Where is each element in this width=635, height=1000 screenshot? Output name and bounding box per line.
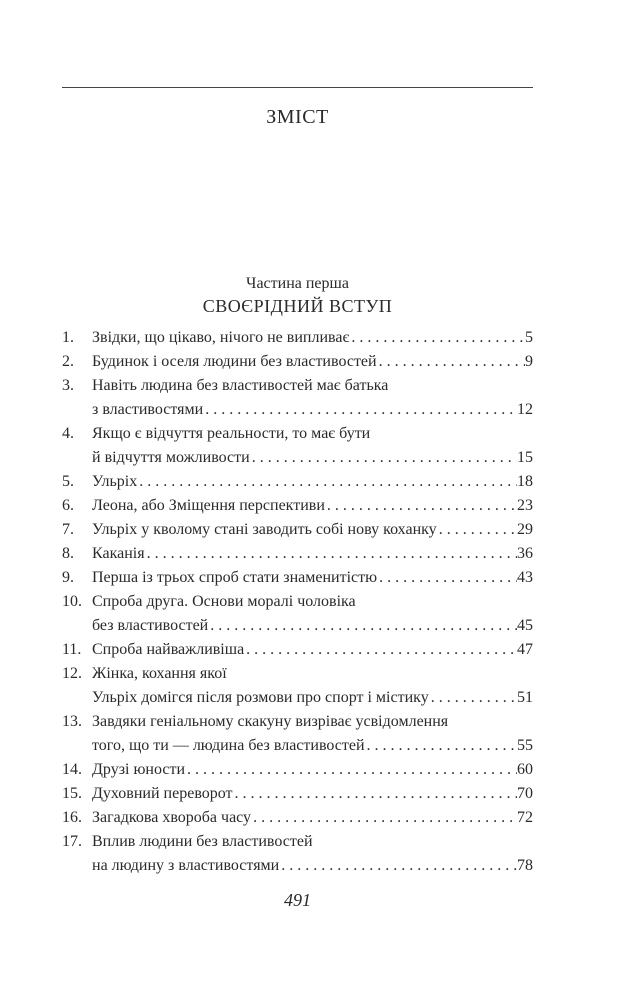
toc-entry[interactable]	[62, 638, 533, 662]
entry-title: Ульріх	[92, 473, 138, 490]
entry-number: 12.	[62, 665, 82, 682]
entry-title: Друзі юности	[92, 761, 186, 778]
dot-leader	[251, 806, 517, 830]
dot-leader	[365, 734, 517, 758]
entry-number: 17.	[62, 833, 82, 850]
toc-entry[interactable]	[62, 590, 533, 638]
entry-title: Спроба найважливіша	[92, 641, 245, 658]
dot-leader	[145, 542, 517, 566]
entry-title: Леона, або Зміщення перспективи	[92, 497, 325, 514]
dot-leader	[429, 686, 517, 710]
entry-number: 10.	[62, 593, 82, 610]
page-title: ЗМІСТ	[266, 106, 329, 128]
entry-number: 1.	[62, 329, 74, 346]
entry-number: 6.	[62, 497, 74, 514]
entry-page: 15	[517, 449, 533, 466]
entry-page: 45	[517, 617, 533, 634]
entry-page: 51	[517, 689, 533, 706]
entry-number: 15.	[62, 785, 82, 802]
entry-title: Загадкова хвороба часу	[92, 809, 252, 826]
entry-number: 3.	[62, 377, 74, 394]
toc-entry[interactable]	[62, 326, 533, 350]
entry-title: Вплив людини без властивостей	[92, 833, 313, 850]
entry-number: 14.	[62, 761, 82, 778]
part-name: СВОЄРІДНИЙ ВСТУП	[202, 296, 393, 316]
entry-title: Навіть людина без властивостей має батька	[92, 377, 389, 394]
entry-number: 13.	[62, 713, 82, 730]
entry-number: 4.	[62, 425, 74, 442]
entry-number: 11.	[62, 641, 82, 658]
entry-title: того, що ти — людина без властивостей	[92, 737, 365, 754]
entry-page: 18	[517, 473, 533, 490]
entry-page: 78	[517, 857, 533, 874]
entry-title: Завдяки геніальному скакуну визріває усвідомлення	[92, 713, 449, 730]
entry-title: Звідки, що цікаво, нічого не випливає	[92, 329, 350, 346]
toc-entry[interactable]	[62, 806, 533, 830]
entry-title: на людину з властивостями	[92, 857, 280, 874]
toc-entry[interactable]	[62, 758, 533, 782]
entry-title: й відчуття можливости	[92, 449, 250, 466]
dot-leader	[279, 854, 517, 878]
page-number: 491	[284, 890, 311, 910]
toc-entry[interactable]	[62, 662, 533, 710]
toc-entry[interactable]	[62, 710, 533, 758]
table-of-contents	[62, 326, 533, 878]
entry-number: 5.	[62, 473, 74, 490]
entry-number: 16.	[62, 809, 82, 826]
entry-title: без властивостей	[92, 617, 209, 634]
entry-title: з властивостями	[92, 401, 204, 418]
entry-title: Духовний переворот	[92, 785, 233, 802]
entry-page: 5	[525, 329, 533, 346]
dot-leader	[244, 638, 517, 662]
dot-leader	[377, 350, 525, 374]
entry-number: 8.	[62, 545, 74, 562]
toc-entry[interactable]	[62, 542, 533, 566]
toc-entry[interactable]	[62, 422, 533, 470]
entry-page: 36	[517, 545, 533, 562]
dot-leader	[137, 470, 517, 494]
entry-page: 23	[517, 497, 533, 514]
entry-title: Якщо є відчуття реальности, то має бути	[92, 425, 371, 442]
entry-page: 72	[517, 809, 533, 826]
entry-page: 55	[517, 737, 533, 754]
dot-leader	[233, 782, 517, 806]
toc-entry[interactable]	[62, 782, 533, 806]
dot-leader	[377, 566, 517, 590]
toc-entry[interactable]	[62, 566, 533, 590]
entry-page: 12	[517, 401, 533, 418]
toc-entry[interactable]	[62, 470, 533, 494]
dot-leader	[250, 446, 517, 470]
entry-title: Перша із трьох спроб стати знаменитістю	[92, 569, 378, 586]
dot-leader	[203, 398, 517, 422]
entry-title: Каканія	[92, 545, 145, 562]
toc-entry[interactable]	[62, 350, 533, 374]
toc-entry[interactable]	[62, 494, 533, 518]
part-label: Частина перша	[246, 275, 349, 292]
entry-number: 2.	[62, 353, 74, 370]
toc-entry[interactable]	[62, 374, 533, 422]
dot-leader	[185, 758, 517, 782]
entry-number: 9.	[62, 569, 74, 586]
dot-leader	[325, 494, 517, 518]
entry-page: 60	[517, 761, 533, 778]
toc-entry[interactable]	[62, 830, 533, 878]
entry-title: Жінка, кохання якої	[92, 665, 227, 682]
entry-number: 7.	[62, 521, 74, 538]
dot-leader	[349, 326, 525, 350]
header-rule	[62, 87, 533, 88]
toc-entry[interactable]	[62, 518, 533, 542]
entry-title: Будинок і оселя людини без властивостей	[92, 353, 377, 370]
entry-page: 43	[517, 569, 533, 586]
entry-page: 29	[517, 521, 533, 538]
dot-leader	[208, 614, 517, 638]
entry-title: Ульріх домігся після розмови про спорт і містику	[92, 689, 429, 706]
entry-page: 47	[517, 641, 533, 658]
entry-page: 70	[517, 785, 533, 802]
entry-page: 9	[525, 353, 533, 370]
entry-title: Спроба друга. Основи моралі чоловіка	[92, 593, 356, 610]
entry-title: Ульріх у кволому стані заводить собі нову коханку	[92, 521, 437, 538]
dot-leader	[437, 518, 517, 542]
